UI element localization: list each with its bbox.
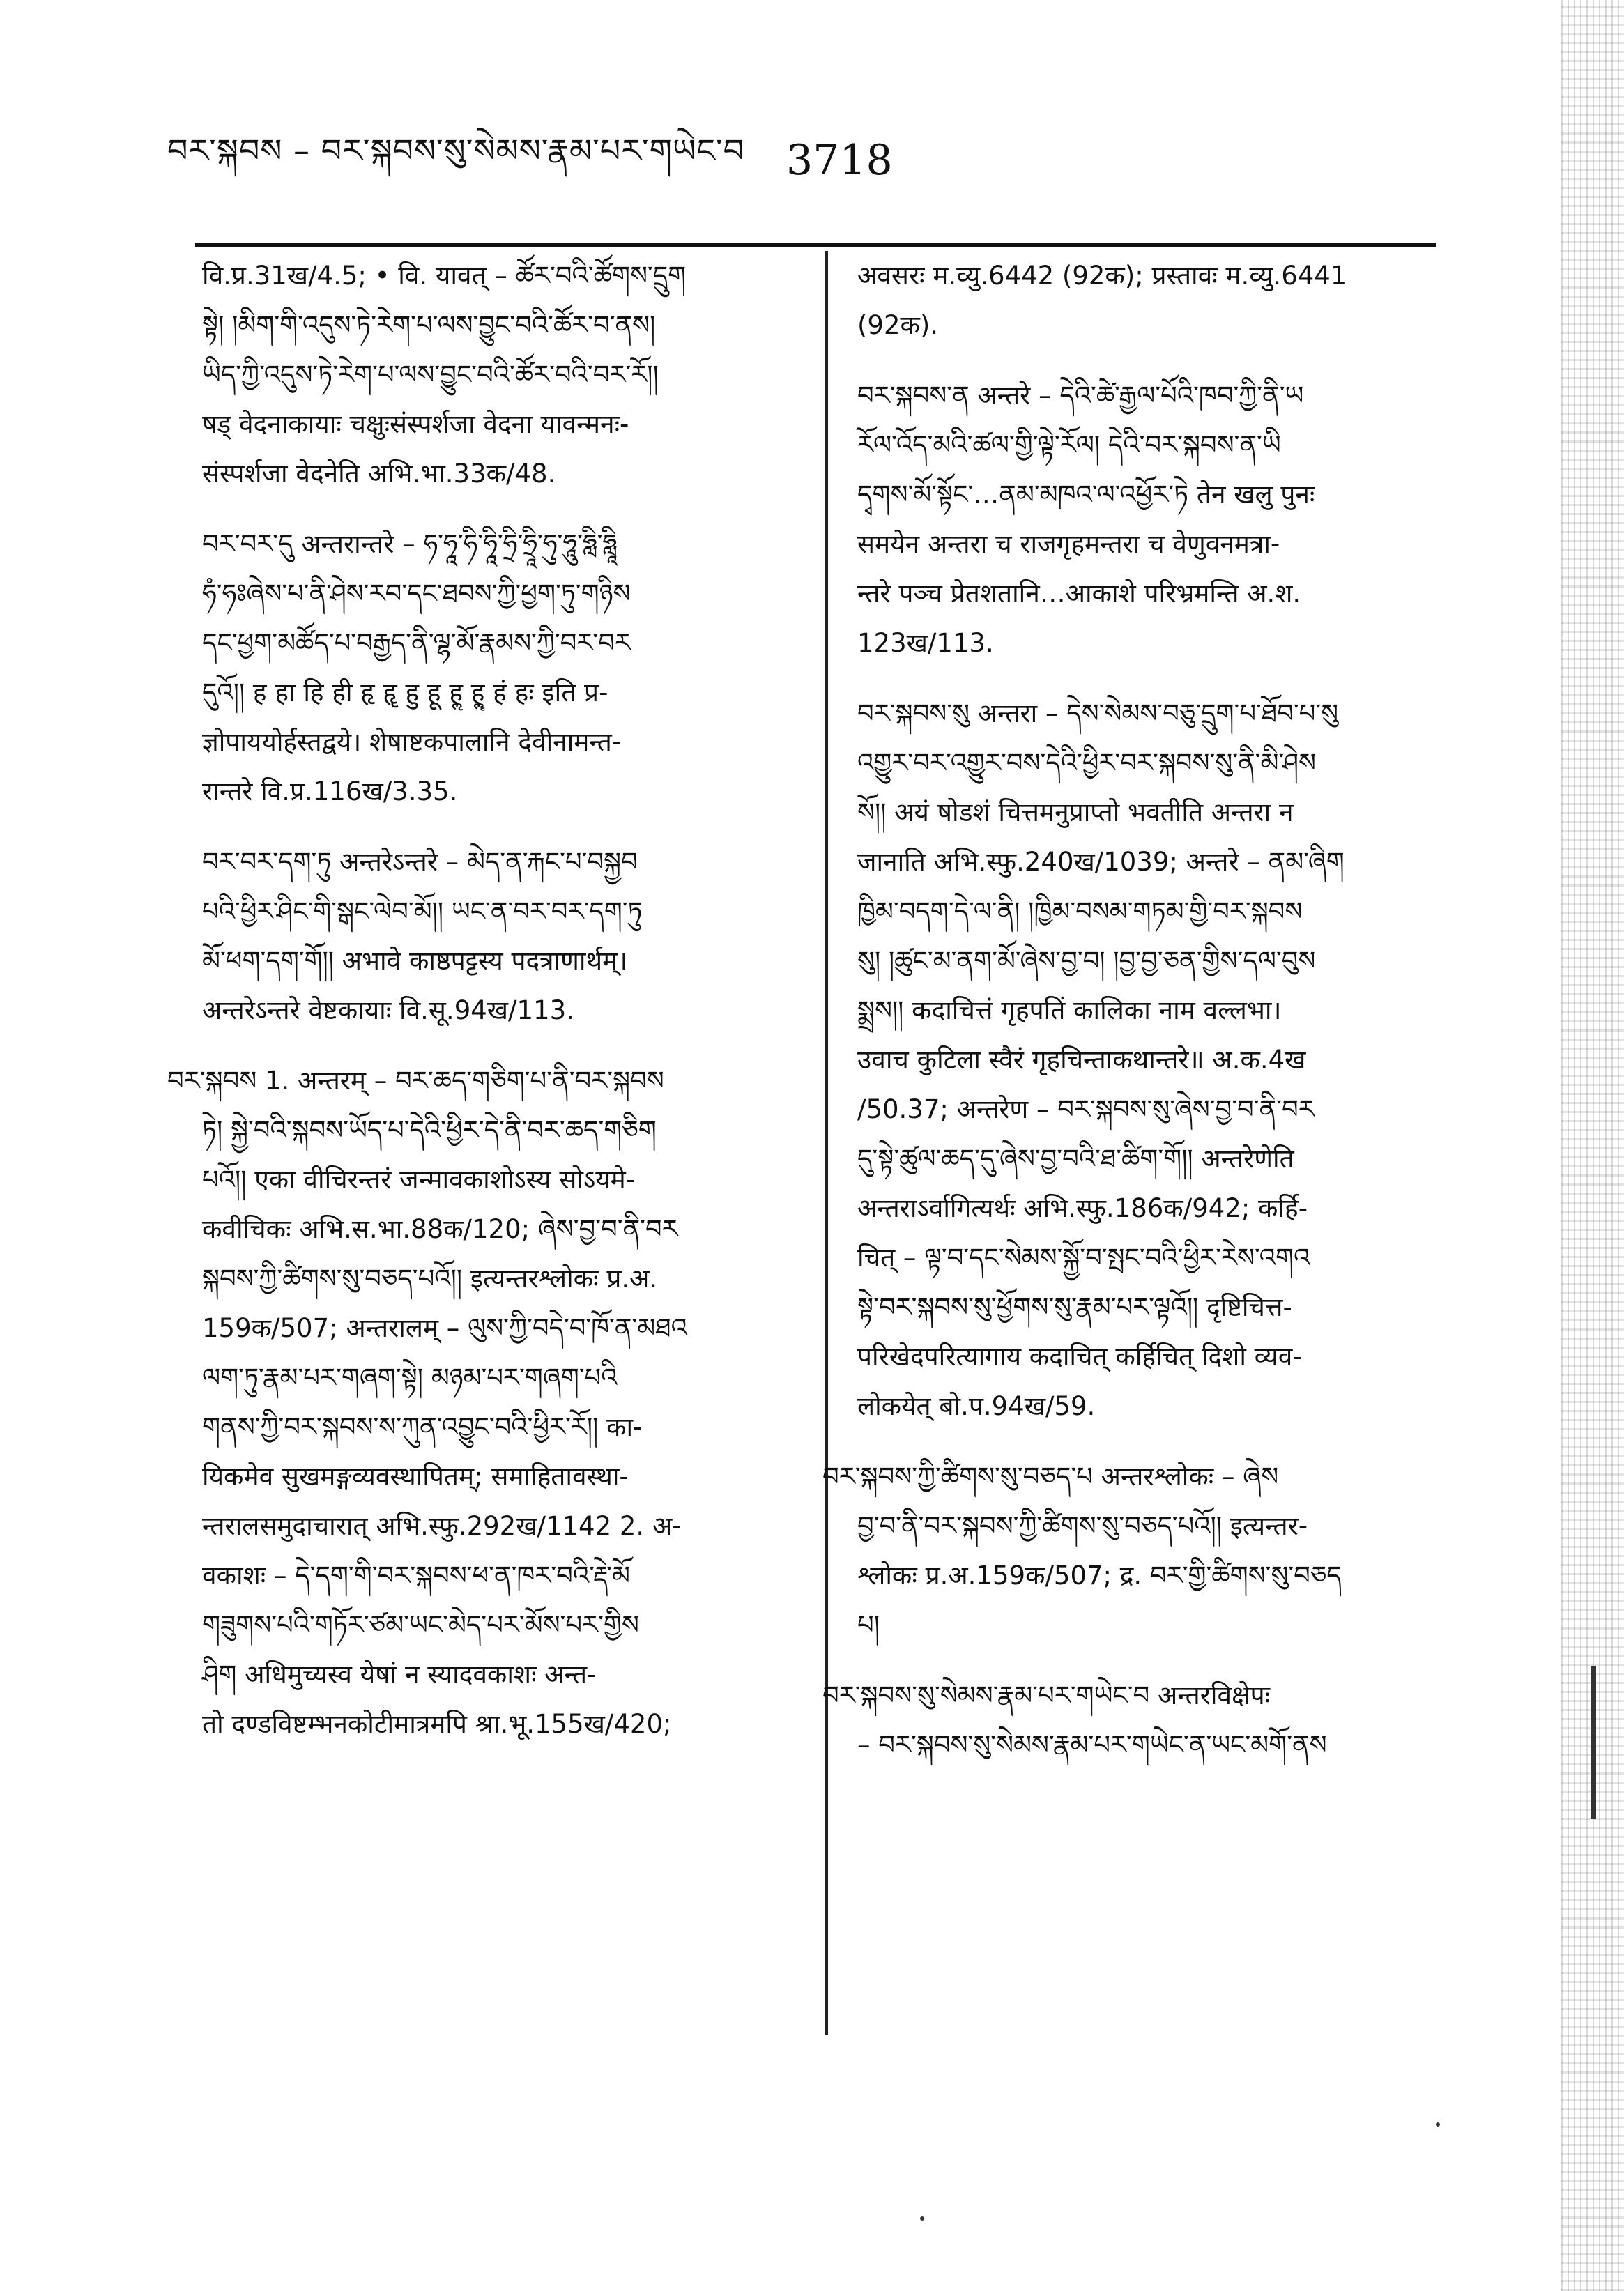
entry-line: རོལ་འོད་མའི་ཚལ་གྱི་ལྟེ་རོལ། དེའི་བར་སྐབས་ན་ཡི	[857, 430, 1281, 460]
column-divider	[825, 251, 828, 2035]
scan-edge-texture	[1561, 0, 1624, 2291]
dictionary-entry	[857, 371, 1443, 668]
entry-line: 159क/507; अन्तरालम् – ལུས་ཀྱི་བདེ་བ་ཁོ་ན་མཐའ	[202, 1313, 687, 1343]
entry-line: ལག་ཏུ་རྣམ་པར་གཞག་སྟེ། མཉམ་པར་གཞག་པའི	[202, 1363, 618, 1393]
entry-line: जानाति अभि.स्फु.240ख/1039; अन्तरे – ནམ་ཞིག	[857, 847, 1345, 877]
page-header	[167, 125, 1436, 195]
entry-line: པའོ།། एका वीचिरन्तरं जन्मावकाशोऽस्य सोऽयमे-	[202, 1165, 636, 1195]
entry-line: བར་བར་དུ अन्तरान्तरे – ཧ་ཧཱ་ཧི་ཧཱི་ཧྲི་ཧྲཱི་ཧུ་ཧཱུ་ཧླི་ཧླཱི	[202, 529, 618, 559]
entry-line: /50.37; अन्तरेण – བར་སྐབས་སུ་ཞེས་བྱ་བ་ནི་བར	[857, 1094, 1315, 1124]
entry-line: དུ་སྟེ་ཚུལ་ཆད་དུ་ཞེས་བྱ་བའི་ཐ་ཚིག་གོ།། अन्तरेणेति	[857, 1144, 1294, 1174]
entry-line: कवीचिकः अभि.स.भा.88क/120; ཞེས་བྱ་བ་ནི་བར	[202, 1214, 678, 1244]
entry-line: སོ།། अयं षोडशं चित्तमनुप्राप्तो भवतीति अन्तरा न	[857, 797, 1294, 827]
entry-line: ཁྱིམ་བདག་དེ་ལ་ནི། །ཁྱིམ་བསམ་གཏམ་གྱི་བར་སྐབས	[857, 896, 1303, 926]
entry-line: དྭགས་མོ་སྟོང་…ནམ་མཁའ་ལ་འཕྱོར་ཏེ तेन खलु पुनः	[857, 480, 1315, 509]
entry-line: (92क).	[857, 310, 939, 340]
entry-line: ज्ञोपाययोर्हस्तद्वये। शेषाष्टकपालानि देवीनामन्त-	[202, 727, 622, 757]
entry-line: བར་སྐབས་སུ་སེམས་རྣམ་པར་གཡེང་བ अन्तरविक्षेपः	[822, 1680, 1271, 1710]
entry-line: अवसरः म.व्यु.6442 (92क); प्रस्तावः म.व्यु.6441	[857, 261, 1347, 291]
entry-line: གནས་ཀྱི་བར་སྐབས་ས་ཀུན་འབྱུང་བའི་ཕྱིར་རོ།། का-	[202, 1412, 643, 1442]
entry-line: སྨྲས།། कदाचित्तं गृहपतिं कालिका नाम वल्लभा।	[857, 995, 1282, 1025]
entry-line: བར་བར་དག་ཏུ अन्तरेऽन्तरे – མེད་ན་རྐང་པ་བསྐྱབ	[202, 847, 638, 877]
entry-line: लोकयेत् बो.प.94ख/59.	[857, 1391, 1096, 1421]
entry-line: यिकमेव सुखमङ्गव्यवस्थापितम्; समाहितावस्था-	[202, 1462, 629, 1492]
entry-line: བྱ་བ་ནི་བར་སྐབས་ཀྱི་ཚིགས་སུ་བཅད་པའོ།། इत्यन्तर-	[857, 1511, 1308, 1541]
right-column	[822, 251, 1443, 1791]
dictionary-entry	[202, 519, 795, 816]
entry-line: སྐབས་ཀྱི་ཚིགས་སུ་བཅད་པའོ།། इत्यन्तरश्लोकः प्र.अ.	[202, 1264, 658, 1294]
entry-line: པ།	[857, 1610, 880, 1640]
entry-line: परिखेदपरित्यागाय कदाचित् कर्हिचित् दिशो व्यव-	[857, 1342, 1302, 1372]
scan-dot	[1436, 2122, 1440, 2127]
entry-line: अन्तरेऽन्तरे वेष्टकायाः वि.सू.94ख/113.	[202, 995, 574, 1025]
entry-line: उवाच कुटिला स्वैरं गृहचिन्ताकथान्तरे॥ अ.क.4ख	[857, 1045, 1306, 1075]
header-rule	[195, 243, 1436, 247]
entry-line: ཏེ། སྐྱེ་བའི་སྐབས་ཡོད་པ་དེའི་ཕྱིར་དེ་ནི་བར་ཆད་གཅིག	[202, 1115, 657, 1145]
entry-line: – བར་སྐབས་སུ་སེམས་རྣམ་པར་གཡེང་ན་ཡང་མགོ་ནས	[857, 1730, 1327, 1760]
entry-line: ཤིག अधिमुच्यस्व येषां न स्यादवकाशः अन्त-	[202, 1660, 597, 1689]
dictionary-entry	[202, 251, 795, 498]
entry-line: འགྱུར་བར་འགྱུར་བས་དེའི་ཕྱིར་བར་སྐབས་སུ་ནི་མི་ཤེས	[857, 748, 1316, 778]
entry-line: वकाशः – དེ་དག་གི་བར་སྐབས་ཕ་ན་ཁར་བའི་རྡེ་མོ	[202, 1561, 631, 1591]
entry-line: པའི་ཕྱིར་ཤིང་གི་སྒང་ལེབ་མོ།། ཡང་ན་བར་བར་དག་ཏུ	[202, 896, 643, 926]
dictionary-entry	[857, 251, 1443, 350]
dictionary-entry	[822, 1671, 1443, 1770]
scan-dot	[920, 2216, 924, 2221]
entry-line: चित् – ལྟ་བ་དང་སེམས་སྐྱོ་བ་སྤང་བའི་ཕྱིར་རེས་འགའ	[857, 1243, 1310, 1273]
dictionary-entry	[822, 1452, 1443, 1650]
dictionary-entry	[857, 689, 1443, 1431]
entry-line: སུ། །ཚུང་མ་ནག་མོ་ཞེས་བྱ་བ། །བྱ་བྱ་ཅན་གྱིས་དལ་བུས	[857, 946, 1316, 976]
entry-line: བར་སྐབས་ཀྱི་ཚིགས་སུ་བཅད་པ अन्तरश्लोकः – ཞེས	[822, 1462, 1279, 1492]
entry-line: ཡིད་ཀྱི་འདུས་ཏེ་རེག་པ་ལས་བྱུང་བའི་ཚོར་བའི་བར་རོ།།	[202, 360, 659, 390]
entry-line: संस्पर्शजा वेदनेति अभि.भा.33क/48.	[202, 459, 556, 489]
entry-line: समयेन अन्तरा च राजगृहमन्तरा च वेणुवनमत्रा-	[857, 529, 1280, 559]
entry-line: བར་སྐབས་སུ अन्तरा – དེས་སེམས་བཅུ་དྲུག་པ་ཐོབ་པ་སུ	[857, 698, 1339, 728]
entry-line: དུའོ།། ह हा हि ही हृ हॄ हु हू हॢ हॣ हं हः इति प्र-	[202, 677, 608, 707]
left-column	[167, 251, 795, 1770]
entry-line: བར་སྐབས་ན अन्तरे – དེའི་ཚེ་རྒྱལ་པོའི་ཁབ་ཀྱི་ནི་ཡ	[857, 381, 1304, 411]
dictionary-entry	[202, 837, 795, 1035]
running-head: བར་སྐབས – བར་སྐབས་སུ་སེམས་རྣམ་པར་གཡེང་བ	[167, 131, 745, 169]
scan-mark	[1591, 1666, 1596, 1819]
entry-line: अन्तराऽर्वागित्यर्थः अभि.स्फु.186क/942; कर्हि-	[857, 1193, 1308, 1223]
page-number: 3718	[786, 136, 893, 185]
entry-line: སྟེ་བར་སྐབས་སུ་ཕྱོགས་སུ་རྣམ་པར་ལྟའོ།། दृष्टिचित्त-	[857, 1292, 1292, 1322]
entry-line: वि.प्र.31ख/4.5; • वि. यावत् – ཚོར་བའི་ཚོགས་དྲུག	[202, 261, 687, 291]
entry-line: न्तरे पञ्च प्रेतशतानि…आकाशे परिभ्रमन्ति अ.श.	[857, 579, 1301, 608]
entry-line: སྟེ། །མིག་གི་འདུས་ཏེ་རེག་པ་ལས་བྱུང་བའི་ཚོར་བ་ནས།	[202, 310, 656, 340]
entry-line: 123ख/113.	[857, 628, 994, 658]
entry-line: ཧཾ་ཧཿཞེས་པ་ནི་ཤེས་རབ་དང་ཐབས་ཀྱི་ཕྱག་ཏུ་གཉིས	[202, 579, 631, 608]
entry-line: न्तरालसमुदाचारात् अभि.स्फु.292ख/1142 2. अ-	[202, 1511, 682, 1541]
dictionary-entry	[167, 1056, 795, 1749]
entry-line: तो दण्डविष्टम्भनकोटीमात्रमपि श्रा.भू.155ख/420;	[202, 1709, 672, 1739]
entry-line: श्लोकः प्र.अ.159क/507; द्र. བར་གྱི་ཚིགས་སུ་བཅད	[857, 1561, 1342, 1591]
entry-line: མོ་ཕག་དག་གོ།། अभावे काष्ठपट्टस्य पदत्राणार्थम्।	[202, 946, 628, 976]
entry-line: रान्तरे वि.प्र.116ख/3.35.	[202, 776, 458, 806]
entry-line: དང་ཕྱག་མཚོད་པ་བརྒྱད་ནི་ལྷ་མོ་རྣམས་ཀྱི་བར་བར	[202, 628, 631, 658]
entry-line: གཟུགས་པའི་གཏོར་ཙམ་ཡང་མེད་པར་མོས་པར་གྱིས	[202, 1610, 639, 1640]
entry-line: བར་སྐབས 1. अन्तरम् – བར་ཆད་གཅིག་པ་ནི་བར་སྐབས	[167, 1066, 664, 1096]
entry-line: षड् वेदनाकायाः चक्षुःसंस्पर्शजा वेदना यावन्मनः-	[202, 409, 629, 439]
